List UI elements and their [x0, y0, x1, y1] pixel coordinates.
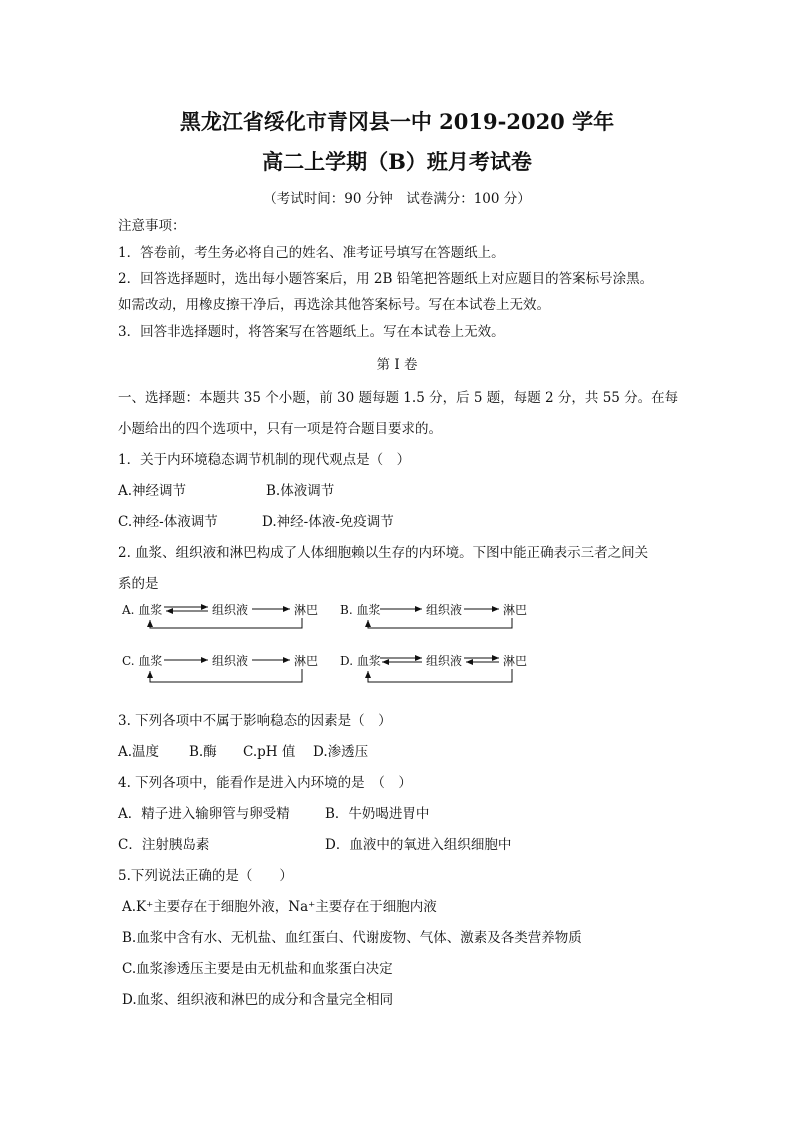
diagram-label-tissue: 组织液 — [212, 603, 249, 617]
question-5-stem: 5.下列说法正确的是（ ） — [118, 868, 293, 884]
question-1-option-a: A.神经调节 — [118, 483, 187, 499]
question-1-option-d: D.神经-体液-免疫调节 — [262, 514, 394, 530]
question-1-stem: 1．关于内环境稳态调节机制的现代观点是（ ） — [118, 452, 411, 468]
question-1-option-c: C.神经-体液调节 — [118, 514, 218, 530]
question-3-stem: 3. 下列各项中不属于影响稳态的因素是（ ） — [118, 713, 392, 729]
diagram-option-c — [122, 653, 318, 682]
note-item: 如需改动，用橡皮擦干净后，再选涂其他答案标号。写在本试卷上无效。 — [118, 297, 550, 313]
question-5-option-b: B.血浆中含有水、无机盐、血红蛋白、代谢废物、气体、激素及各类营养物质 — [122, 930, 582, 946]
exam-info: （考试时间：90 分钟 试卷满分：100 分） — [263, 191, 531, 207]
diagram-label-lymph: 淋巴 — [294, 654, 319, 668]
question-4-option-a: A．精子进入输卵管与卵受精 — [118, 806, 290, 822]
diagram-label-a: A. 血浆 — [122, 603, 163, 617]
diagram-label-tissue: 组织液 — [426, 603, 463, 617]
fluid-relationship-diagram — [118, 596, 538, 692]
diagram-label-tissue: 组织液 — [212, 654, 249, 668]
question-3-option-d: D.渗透压 — [313, 744, 369, 760]
exam-title-line2: 高二上学期（B）班月考试卷 — [262, 149, 532, 174]
section-title: 第 I 卷 — [376, 357, 418, 373]
question-4-stem: 4. 下列各项中，能看作是进入内环境的是 （ ） — [118, 775, 412, 791]
diagram-label-c: C. 血浆 — [122, 654, 163, 668]
question-2-stem: 2. 血浆、组织液和淋巴构成了人体细胞赖以生存的内环境。下图中能正确表示三者之间关 — [118, 545, 649, 561]
note-item: 3．回答非选择题时，将答案写在答题纸上。写在本试卷上无效。 — [118, 324, 505, 340]
diagram-label-lymph: 淋巴 — [294, 603, 319, 617]
notes-heading: 注意事项： — [118, 218, 186, 234]
section-intro: 小题给出的四个选项中，只有一项是符合题目要求的。 — [118, 421, 442, 437]
question-3-option-b: B.酶 — [189, 744, 217, 760]
diagram-label-b: B. 血浆 — [340, 603, 381, 617]
note-item: 1．答卷前，考生务必将自己的姓名、准考证号填写在答题纸上。 — [118, 245, 505, 261]
question-4-option-b: B．牛奶喝进胃中 — [325, 806, 430, 822]
diagram-label-lymph: 淋巴 — [503, 603, 528, 617]
question-3-option-a: A.温度 — [118, 744, 160, 760]
question-5-option-d: D.血浆、组织液和淋巴的成分和含量完全相同 — [122, 992, 394, 1008]
question-3-option-c: C.pH 值 — [243, 744, 296, 760]
diagram-option-a — [121, 602, 318, 628]
question-1-option-b: B.体液调节 — [266, 483, 335, 499]
question-5-option-c: C.血浆渗透压主要是由无机盐和血浆蛋白决定 — [122, 961, 393, 977]
section-intro: 一、选择题：本题共 35 个小题，前 30 题每题 1.5 分，后 5 题，每题 2 分，共 55 分。在每 — [118, 390, 679, 406]
diagram-option-d — [340, 653, 527, 682]
question-4-option-c: C．注射胰岛素 — [118, 837, 210, 853]
diagram-label-d: D. 血浆 — [340, 654, 381, 668]
note-item: 2．回答选择题时，选出每小题答案后，用 2B 铅笔把答题纸上对应题目的答案标号涂黑。 — [118, 271, 654, 287]
question-5-option-a: A.K⁺主要存在于细胞外液，Na⁺主要存在于细胞内液 — [122, 899, 437, 915]
question-2-stem: 系的是 — [118, 576, 159, 592]
exam-title-line1: 黑龙江省绥化市青冈县一中 2019-2020 学年 — [179, 109, 615, 134]
diagram-option-b — [340, 602, 527, 628]
question-4-option-d: D．血液中的氧进入组织细胞中 — [325, 837, 512, 853]
diagram-label-tissue: 组织液 — [426, 654, 463, 668]
diagram-label-lymph: 淋巴 — [503, 654, 528, 668]
